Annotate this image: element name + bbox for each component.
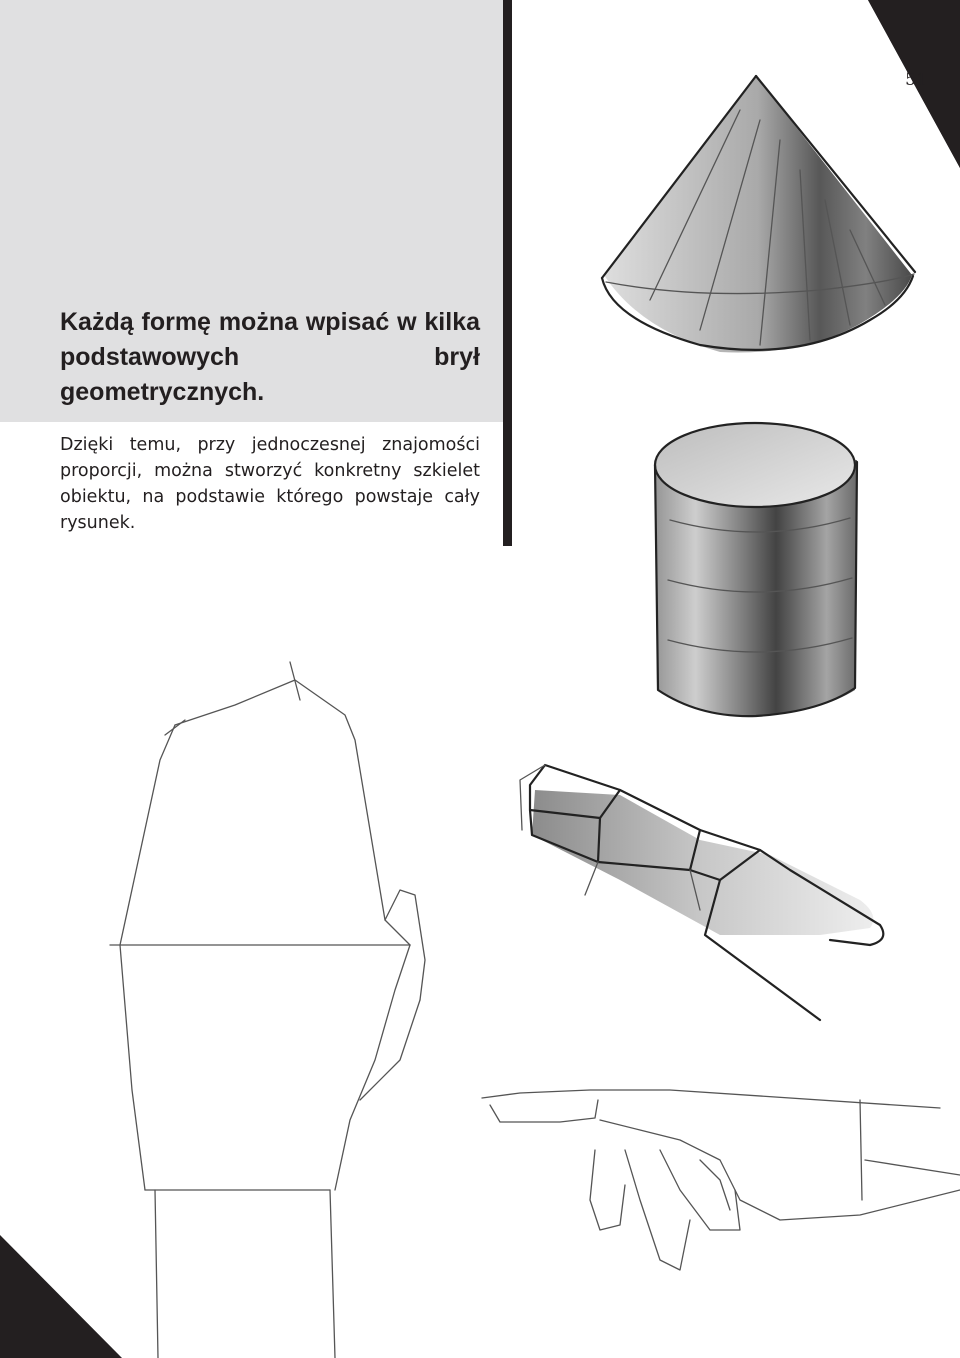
page-heading: Każdą formę można wpisać w kilka podstawowych brył geometrycznych.	[60, 308, 480, 406]
cylinder-drawing	[655, 423, 857, 716]
pointing-hand-drawing	[482, 1090, 960, 1270]
bottom-left-corner-triangle	[0, 1235, 122, 1358]
cone-drawing	[602, 76, 915, 352]
hand-block-drawing	[110, 662, 425, 1358]
finger-drawing	[520, 765, 883, 1020]
body-paragraph: Dzięki temu, przy jednoczesnej znajomości proporcji, można stworzyć konkretny szkielet obiektu, na podstawie którego powstaje cały rysunek.	[60, 435, 480, 533]
page-number: 51	[905, 70, 927, 90]
